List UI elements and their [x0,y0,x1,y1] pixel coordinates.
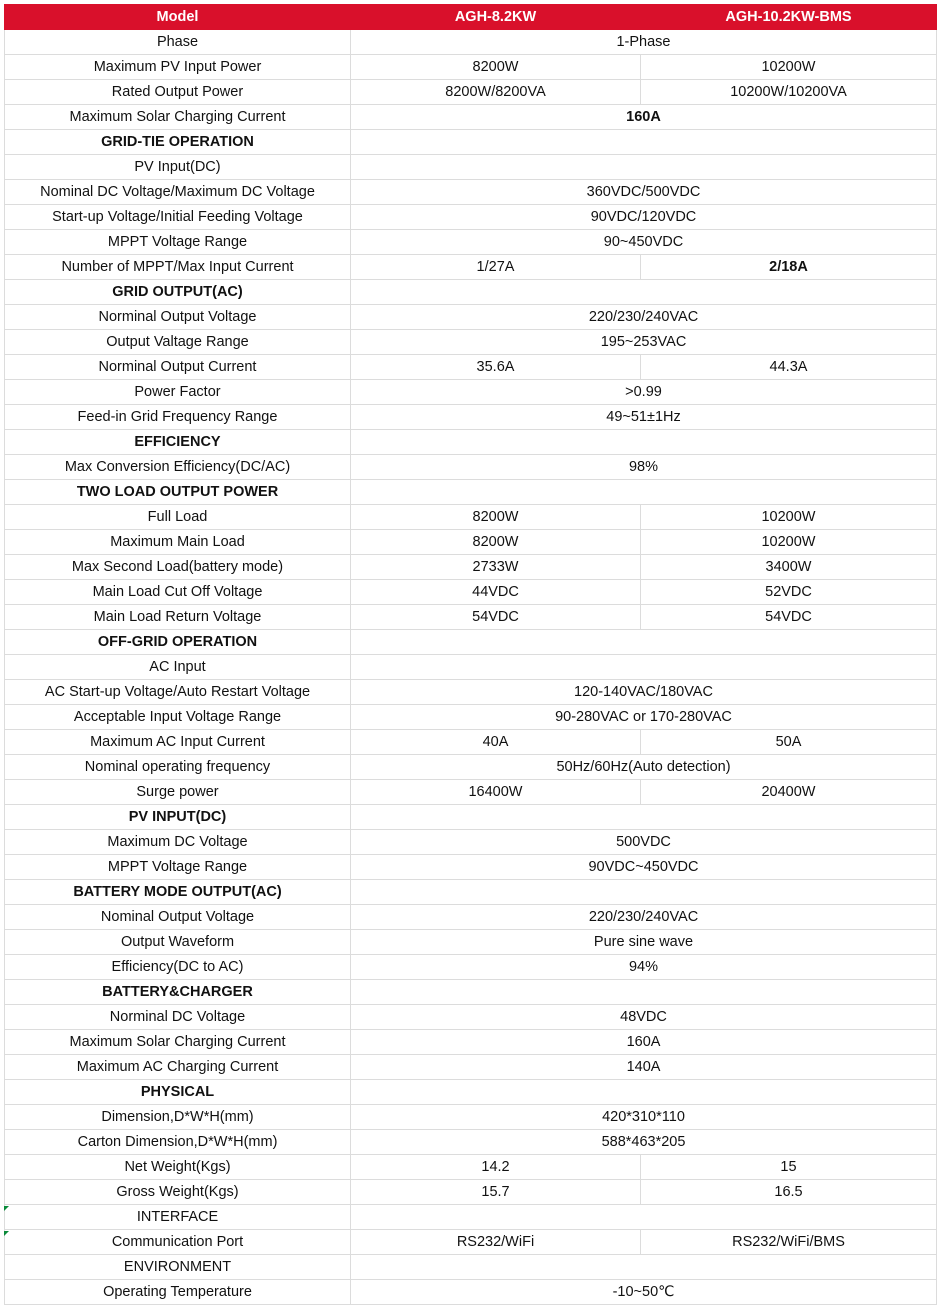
empty-cell [351,805,937,830]
value-shared: 420*310*110 [351,1105,937,1130]
table-row [5,930,937,955]
row-label: Surge power [5,780,351,805]
row-label: Max Conversion Efficiency(DC/AC) [5,455,351,480]
value-shared: 90~450VDC [351,230,937,255]
row-label: Main Load Return Voltage [5,605,351,630]
table-row [5,1130,937,1155]
value-shared: 1-Phase [351,30,937,55]
table-row [5,530,937,555]
empty-cell [351,1255,937,1280]
table-row [5,180,937,205]
table-row [5,455,937,480]
row-label: Operating Temperature [5,1280,351,1305]
cell-comment-marker [4,1231,9,1236]
value-model-a: 8200W [351,530,641,555]
value-shared: 360VDC/500VDC [351,180,937,205]
table-row [5,655,937,680]
row-label: Main Load Cut Off Voltage [5,580,351,605]
table-row [5,830,937,855]
value-shared: >0.99 [351,380,937,405]
row-label: ENVIRONMENT [5,1255,351,1280]
row-label: Feed-in Grid Frequency Range [5,405,351,430]
table-row [5,1005,937,1030]
table-row [5,230,937,255]
value-shared: 195~253VAC [351,330,937,355]
section-row [5,130,937,155]
value-model-a: 1/27A [351,255,641,280]
row-label: Nominal operating frequency [5,755,351,780]
row-label: Dimension,D*W*H(mm) [5,1105,351,1130]
table-row [5,30,937,55]
row-label: Norminal Output Voltage [5,305,351,330]
row-label: INTERFACE [5,1205,351,1230]
cell-comment-marker [4,1206,9,1211]
row-label: Norminal Output Current [5,355,351,380]
value-model-b: 50A [641,730,937,755]
row-label: AC Input [5,655,351,680]
table-row [5,1030,937,1055]
table-row [5,905,937,930]
value-shared: 120-140VAC/180VAC [351,680,937,705]
row-label: Maximum AC Charging Current [5,1055,351,1080]
table-row [5,555,937,580]
table-row [5,680,937,705]
value-model-a: 15.7 [351,1180,641,1205]
section-title: BATTERY MODE OUTPUT(AC) [5,880,351,905]
row-label: Nominal DC Voltage/Maximum DC Voltage [5,180,351,205]
table-row [5,955,937,980]
row-label: Power Factor [5,380,351,405]
value-model-a: 8200W/8200VA [351,80,641,105]
value-model-b: 16.5 [641,1180,937,1205]
value-model-b: 44.3A [641,355,937,380]
value-shared: 48VDC [351,1005,937,1030]
table-row [5,330,937,355]
empty-cell [351,1080,937,1105]
value-shared: 220/230/240VAC [351,305,937,330]
value-model-b: RS232/WiFi/BMS [641,1230,937,1255]
value-shared: Pure sine wave [351,930,937,955]
value-model-a: 35.6A [351,355,641,380]
value-model-a: 44VDC [351,580,641,605]
section-row [5,980,937,1005]
row-label: Number of MPPT/Max Input Current [5,255,351,280]
value-shared: 160A [351,105,937,130]
table-row [5,1105,937,1130]
section-title: TWO LOAD OUTPUT POWER [5,480,351,505]
section-row [5,880,937,905]
section-row [5,430,937,455]
table-row [5,205,937,230]
row-label: Maximum AC Input Current [5,730,351,755]
row-label: Gross Weight(Kgs) [5,1180,351,1205]
value-shared: 160A [351,1030,937,1055]
table-row [5,255,937,280]
table-row [5,55,937,80]
row-label: Maximum PV Input Power [5,55,351,80]
row-label: Output Waveform [5,930,351,955]
row-label: Phase [5,30,351,55]
value-model-a: RS232/WiFi [351,1230,641,1255]
table-row [5,1180,937,1205]
table-row [5,730,937,755]
value-model-b: 10200W [641,55,937,80]
empty-cell [351,155,937,180]
section-title: OFF-GRID OPERATION [5,630,351,655]
value-shared: 49~51±1Hz [351,405,937,430]
section-row [5,630,937,655]
row-label: Maximum Solar Charging Current [5,1030,351,1055]
table-row [5,380,937,405]
empty-cell [351,655,937,680]
value-shared: 98% [351,455,937,480]
row-label: Start-up Voltage/Initial Feeding Voltage [5,205,351,230]
table-row [5,405,937,430]
row-label: Maximum Main Load [5,530,351,555]
section-row [5,1080,937,1105]
value-model-b: 15 [641,1155,937,1180]
empty-cell [351,630,937,655]
table-row [5,1255,937,1280]
section-row [5,805,937,830]
row-label: Carton Dimension,D*W*H(mm) [5,1130,351,1155]
section-title: PV INPUT(DC) [5,805,351,830]
value-model-a: 14.2 [351,1155,641,1180]
table-row [5,355,937,380]
row-label: Full Load [5,505,351,530]
value-model-b: 10200W/10200VA [641,80,937,105]
empty-cell [351,880,937,905]
table-row [5,1055,937,1080]
empty-cell [351,430,937,455]
value-shared: 90-280VAC or 170-280VAC [351,705,937,730]
value-model-b: 10200W [641,505,937,530]
table-row [5,1155,937,1180]
empty-cell [351,1205,937,1230]
header-row [5,5,937,30]
table-row [5,855,937,880]
section-row [5,480,937,505]
row-label: Efficiency(DC to AC) [5,955,351,980]
value-shared: 94% [351,955,937,980]
table-row [5,505,937,530]
table-row [5,80,937,105]
value-model-a: 8200W [351,505,641,530]
value-shared: 90VDC~450VDC [351,855,937,880]
empty-cell [351,280,937,305]
value-model-b: 54VDC [641,605,937,630]
table-row [5,1230,937,1255]
table-row [5,105,937,130]
section-title: PHYSICAL [5,1080,351,1105]
row-label: Rated Output Power [5,80,351,105]
table-row [5,780,937,805]
value-model-a: 16400W [351,780,641,805]
value-shared: 90VDC/120VDC [351,205,937,230]
row-label: MPPT Voltage Range [5,855,351,880]
table-row [5,1205,937,1230]
value-shared: -10~50℃ [351,1280,937,1305]
row-label: Acceptable Input Voltage Range [5,705,351,730]
row-label: Maximum Solar Charging Current [5,105,351,130]
row-label: Max Second Load(battery mode) [5,555,351,580]
value-model-b: 10200W [641,530,937,555]
value-model-a: 2733W [351,555,641,580]
header-model: Model [5,5,351,30]
value-model-b: 20400W [641,780,937,805]
section-title: GRID OUTPUT(AC) [5,280,351,305]
table-row [5,605,937,630]
value-model-b: 3400W [641,555,937,580]
section-title: GRID-TIE OPERATION [5,130,351,155]
value-shared: 50Hz/60Hz(Auto detection) [351,755,937,780]
row-label: MPPT Voltage Range [5,230,351,255]
empty-cell [351,980,937,1005]
row-label: PV Input(DC) [5,155,351,180]
row-label: Communication Port [5,1230,351,1255]
table-row [5,755,937,780]
table-row [5,580,937,605]
row-label: Norminal DC Voltage [5,1005,351,1030]
table-row [5,305,937,330]
value-shared: 588*463*205 [351,1130,937,1155]
section-title: EFFICIENCY [5,430,351,455]
value-model-b: 52VDC [641,580,937,605]
spec-table-body [5,5,937,1305]
value-model-a: 8200W [351,55,641,80]
value-model-a: 54VDC [351,605,641,630]
section-title: BATTERY&CHARGER [5,980,351,1005]
value-model-a: 40A [351,730,641,755]
row-label: AC Start-up Voltage/Auto Restart Voltage [5,680,351,705]
header-model-a: AGH-8.2KW [351,5,641,30]
header-model-b: AGH-10.2KW-BMS [641,5,937,30]
value-shared: 220/230/240VAC [351,905,937,930]
empty-cell [351,130,937,155]
row-label: Nominal Output Voltage [5,905,351,930]
value-model-b: 2/18A [641,255,937,280]
row-label: Output Valtage Range [5,330,351,355]
table-row [5,705,937,730]
table-row [5,1280,937,1305]
section-row [5,280,937,305]
table-row [5,155,937,180]
row-label: Net Weight(Kgs) [5,1155,351,1180]
empty-cell [351,480,937,505]
row-label: Maximum DC Voltage [5,830,351,855]
value-shared: 140A [351,1055,937,1080]
value-shared: 500VDC [351,830,937,855]
spec-table [4,4,937,1305]
